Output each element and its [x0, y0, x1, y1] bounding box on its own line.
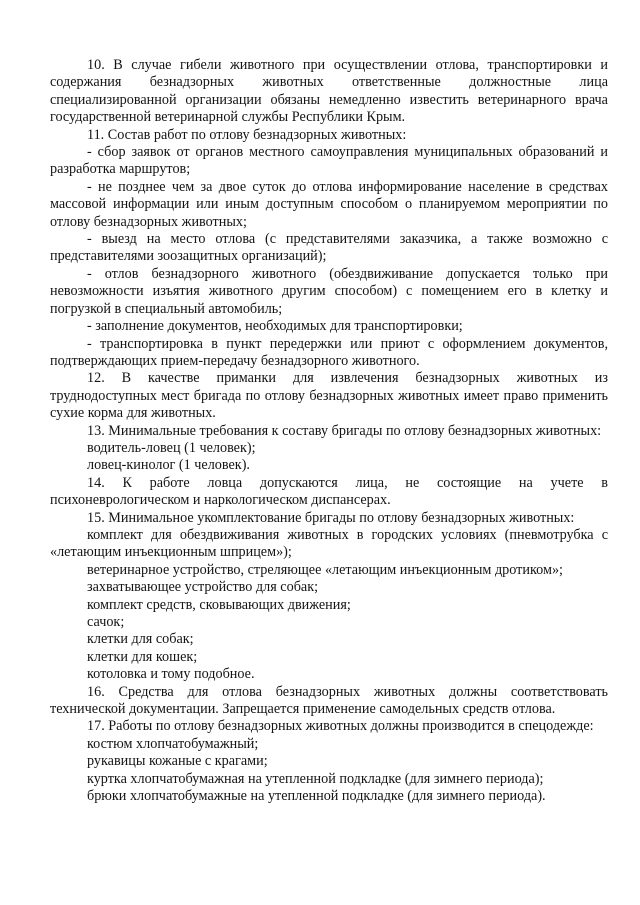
list-item: ловец-кинолог (1 человек).: [87, 457, 250, 474]
paragraph-15: 15. Минимальное укомплектование бригады по отлову безнадзорных животных:: [87, 509, 575, 526]
list-item: рукавицы кожаные с крагами;: [87, 753, 268, 770]
list-item: клетки для собак;: [87, 631, 194, 648]
list-item: ветеринарное устройство, стреляющее «летающим инъекционным дротиком»;: [87, 561, 563, 578]
list-item: клетки для кошек;: [87, 648, 198, 665]
paragraph-14: 14. К работе ловца допускаются лица, не состоящие на учете в психоневрологическом и наркологическом диспансерах.: [50, 474, 608, 509]
list-item: брюки хлопчатобумажные на утепленной подкладке (для зимнего периода).: [87, 788, 546, 805]
paragraph-17: 17. Работы по отлову безнадзорных животных должны производится в спецодежде:: [87, 718, 594, 735]
paragraph-10: 10. В случае гибели животного при осуществлении отлова, транспортировки и содержания безнадзорных животных ответственные должностные лица специализированной организации обязаны немедленно известить ветеринарного врача государственной ветеринарной службы Республики Крым.: [50, 57, 608, 126]
list-item: комплект средств, сковывающих движения;: [87, 596, 351, 613]
list-item: - сбор заявок от органов местного самоуправления муниципальных образований и разработка маршрутов;: [50, 144, 608, 178]
list-item: водитель-ловец (1 человек);: [87, 439, 256, 456]
list-item: сачок;: [87, 614, 125, 630]
list-item: - не позднее чем за двое суток до отлова информирование население в средствах массовой информации или иным доступным способом о планируемом мероприятии по отлову безнадзорных животных;: [50, 178, 608, 230]
list-item: захватывающее устройство для собак;: [87, 579, 319, 596]
list-item: котоловка и тому подобное.: [87, 666, 255, 683]
paragraph-12: 12. В качестве приманки для извлечения безнадзорных животных из труднодоступных мест бригада по отлову безнадзорных животных имеет право применить сухие корма для животных.: [50, 370, 608, 422]
paragraph-11: 11. Состав работ по отлову безнадзорных животных:: [87, 126, 407, 143]
list-item: куртка хлопчатобумажная на утепленной подкладке (для зимнего периода);: [87, 770, 544, 787]
paragraph-13: 13. Минимальные требования к составу бригады по отлову безнадзорных животных:: [87, 422, 602, 439]
list-item: - заполнение документов, необходимых для транспортировки;: [87, 318, 463, 335]
paragraph-16: 16. Средства для отлова безнадзорных животных должны соответствовать технической документации. Запрещается применение самодельных средств отлова.: [50, 683, 608, 718]
list-item: - отлов безнадзорного животного (обездвиживание допускается только при невозможности изъятия животного другим способом) с помещением его в клетку и погрузкой в специальный автомобиль;: [50, 265, 608, 317]
list-item: - транспортировка в пункт передержки или приют с оформлением документов, подтверждающих прием-передачу безнадзорного животного.: [50, 335, 608, 369]
list-item: костюм хлопчатобумажный;: [87, 735, 259, 752]
list-item: - выезд на место отлова (с представителями заказчика, а также возможно с представителями зоозащитных организаций);: [50, 231, 608, 265]
list-item: комплект для обездвиживания животных в городских условиях (пневмотрубка с «летающим инъекционным шприцем»);: [50, 526, 608, 561]
